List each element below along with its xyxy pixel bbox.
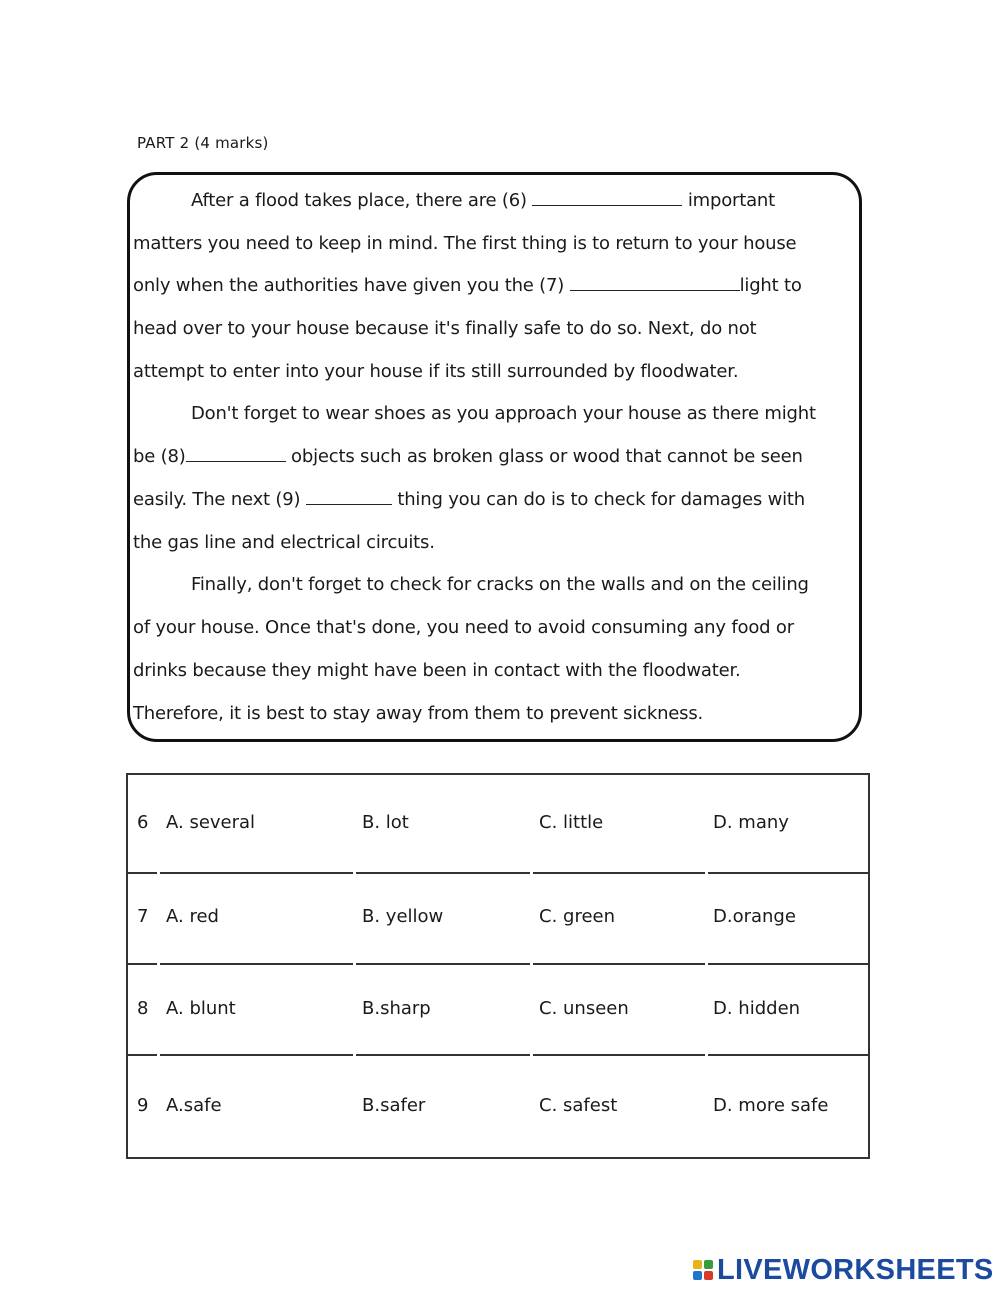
passage-line: easily. The next (9) thing you can do is to check for damages with [133,485,863,515]
option-c[interactable]: C. green [539,906,615,927]
question-number: 6 [137,812,149,833]
option-c[interactable]: C. safest [539,1095,618,1116]
option-a[interactable]: A. blunt [166,998,236,1019]
option-a[interactable]: A.safe [166,1095,222,1116]
passage-line: After a flood takes place, there are (6) important [133,186,921,216]
liveworksheets-brand[interactable] [693,1253,994,1287]
option-c[interactable]: C. unseen [539,998,629,1019]
passage-line: head over to your house because it's finally safe to do so. Next, do not [133,318,757,339]
blank-6[interactable] [532,187,682,206]
passage-line: only when the authorities have given you the (7) light to [133,271,863,301]
option-d[interactable]: D. many [713,812,789,833]
blank-9[interactable] [306,486,392,505]
passage-line: attempt to enter into your house if its still surrounded by floodwater. [133,361,739,382]
blank-8[interactable] [186,443,286,462]
passage-line: Finally, don't forget to check for cracks on the walls and on the ceiling [191,574,809,595]
passage-line: Therefore, it is best to stay away from them to prevent sickness. [133,703,704,724]
option-d[interactable]: D. hidden [713,998,801,1019]
row-divider [128,872,868,874]
option-b[interactable]: B.sharp [362,998,431,1019]
option-b[interactable]: B.safer [362,1095,426,1116]
question-number: 9 [137,1095,149,1116]
option-d[interactable]: D.orange [713,906,796,927]
passage-line: be (8) objects such as broken glass or wood that cannot be seen [133,442,863,472]
question-number: 7 [137,906,149,927]
passage-line: drinks because they might have been in contact with the floodwater. [133,660,741,681]
passage-line: matters you need to keep in mind. The first thing is to return to your house [133,233,797,254]
options-table [126,773,870,1159]
passage-line: the gas line and electrical circuits. [133,532,435,553]
row-divider [128,1054,868,1056]
row-divider [128,963,868,965]
option-b[interactable]: B. lot [362,812,409,833]
question-number: 8 [137,998,149,1019]
blank-7[interactable] [570,272,740,291]
option-c[interactable]: C. little [539,812,604,833]
liveworksheets-logo-icon [693,1260,713,1280]
option-d[interactable]: D. more safe [713,1095,829,1116]
option-a[interactable]: A. red [166,906,219,927]
passage-line: Don't forget to wear shoes as you approach your house as there might [191,403,816,424]
passage-line: of your house. Once that's done, you need to avoid consuming any food or [133,617,794,638]
brand-name: LIVEWORKSHEETS [717,1253,994,1286]
option-b[interactable]: B. yellow [362,906,444,927]
part-heading: PART 2 (4 marks) [137,134,269,152]
option-a[interactable]: A. several [166,812,256,833]
